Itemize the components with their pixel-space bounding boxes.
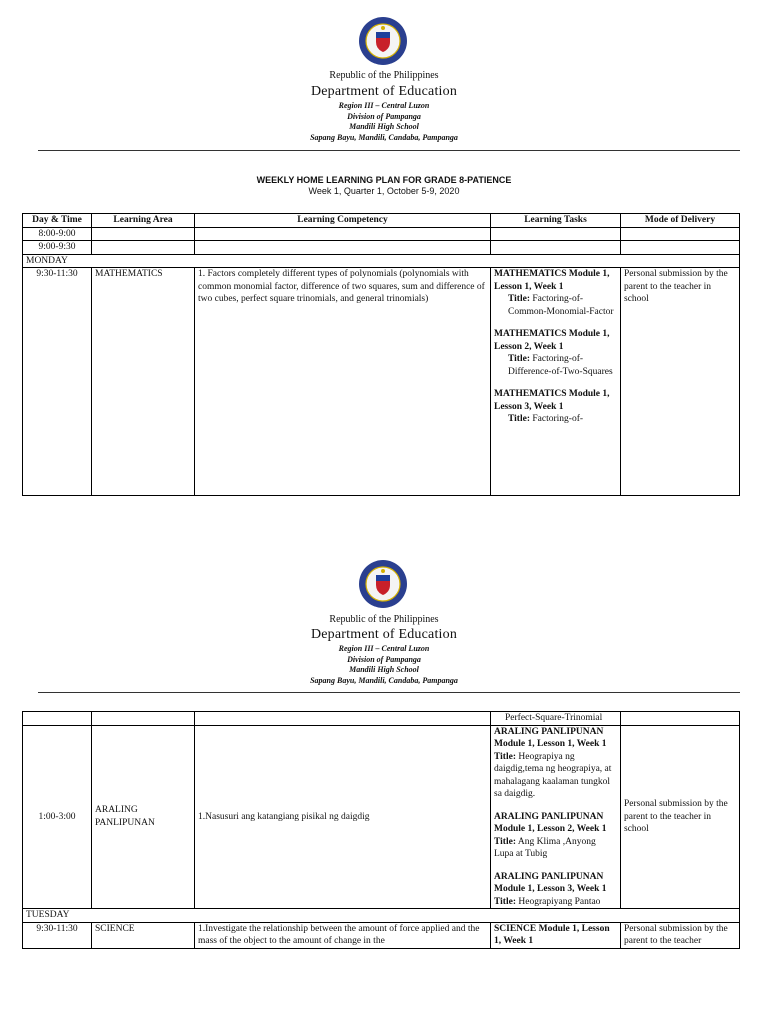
school-address: Sapang Bayu, Mandili, Candaba, Pampanga	[310, 675, 458, 685]
school-name: Mandili High School	[349, 122, 419, 131]
tasks-cell	[491, 268, 621, 496]
col-header-learning-area: Learning Area	[92, 214, 195, 228]
deped-seal-icon	[358, 16, 408, 66]
task-title: Title: Factoring-of-	[508, 414, 584, 424]
plan-title: WEEKLY HOME LEARNING PLAN FOR GRADE 8-PATIENCE	[256, 175, 512, 185]
time-cell: 1:00-3:00	[23, 725, 92, 909]
department-title: Department of Education	[310, 627, 458, 642]
col-header-learning-tasks: Learning Tasks	[491, 214, 621, 228]
learning-plan-table	[22, 213, 740, 496]
deped-seal-icon	[358, 559, 408, 609]
table-row	[23, 725, 740, 909]
col-header-mode-of-delivery: Mode of Delivery	[621, 214, 740, 228]
mode-cell: Personal submission by the parent to the teacher in school	[621, 268, 740, 496]
task-heading: SCIENCE Module 1, Lesson 1, Week 1	[494, 923, 610, 946]
competency-cell: 1.Investigate the relationship between the amount of force applied and the mass of the object to the amount of change in the	[195, 922, 491, 948]
tasks-cell	[491, 922, 621, 948]
day-row	[23, 254, 740, 268]
mode-cell: Personal submission by the parent to the teacher in school	[621, 725, 740, 909]
day-label-monday: MONDAY	[23, 254, 740, 268]
table-row	[23, 712, 740, 726]
task-title: Title: Heograpiyang Pantao	[494, 896, 601, 907]
col-header-day-time: Day & Time	[23, 214, 92, 228]
republic-text: Republic of the Philippines	[329, 614, 439, 625]
learning-area-cell: MATHEMATICS	[92, 268, 195, 496]
table-row	[23, 227, 740, 241]
header-divider	[38, 150, 740, 151]
division-text: Division of Pampanga	[347, 654, 421, 664]
competency-cell: 1.Nasusuri ang katangiang pisikal ng daigdig	[195, 725, 491, 909]
header-divider	[38, 692, 740, 693]
tasks-cell: Perfect-Square-Trinomial	[491, 712, 621, 726]
mode-cell: Personal submission by the parent to the teacher	[621, 922, 740, 948]
division-text: Division of Pampanga	[347, 111, 421, 121]
table-row	[23, 922, 740, 948]
region-text: Region III – Central Luzon	[338, 644, 430, 653]
day-row	[23, 909, 740, 923]
table-row	[23, 241, 740, 255]
task-heading: MATHEMATICS Module 1, Lesson 2, Week 1	[494, 329, 610, 352]
task-title: Title: Factoring-of-Common-Monomial-Factor	[508, 294, 614, 317]
plan-heading	[0, 175, 768, 196]
task-title: Title: Factoring-of-Difference-of-Two-Squares	[508, 354, 613, 377]
task-heading: MATHEMATICS Module 1, Lesson 3, Week 1	[494, 389, 610, 412]
department-title: Department of Education	[310, 84, 458, 99]
task-heading: ARALING PANLIPUNAN Module 1, Lesson 3, Week 1	[494, 871, 607, 894]
learning-area-cell: SCIENCE	[92, 922, 195, 948]
time-cell: 8:00-9:00	[23, 227, 92, 241]
task-title: Title: Heograpiya ng daigdig,tema ng heograpiya, at mahalagang kaalaman tungkol sa daigdig.	[494, 751, 612, 799]
task-heading: MATHEMATICS Module 1, Lesson 1, Week 1	[494, 269, 610, 292]
time-cell: 9:30-11:30	[23, 922, 92, 948]
task-heading: ARALING PANLIPUNAN Module 1, Lesson 1, Week 1	[494, 726, 607, 749]
table-header-row	[23, 214, 740, 228]
col-header-learning-competency: Learning Competency	[195, 214, 491, 228]
region-text: Region III – Central Luzon	[338, 101, 430, 110]
republic-text: Republic of the Philippines	[329, 70, 439, 81]
tasks-cell	[491, 725, 621, 909]
learning-area-cell: ARALING PANLIPUNAN	[92, 725, 195, 909]
learning-plan-table-continued	[22, 711, 740, 949]
school-address: Sapang Bayu, Mandili, Candaba, Pampanga	[310, 132, 458, 142]
time-cell: 9:30-11:30	[23, 268, 92, 496]
task-heading: ARALING PANLIPUNAN Module 1, Lesson 2, Week 1	[494, 811, 607, 834]
table-row	[23, 268, 740, 496]
task-title: Title: Ang Klima ,Anyong Lupa at Tubig	[494, 836, 596, 859]
day-label-tuesday: TUESDAY	[23, 909, 740, 923]
competency-cell: 1. Factors completely different types of polynomials (polynomials with common monomial factor, difference of two squares, sum and difference of two cubes, perfect square trinomials, and general trinomials)	[195, 268, 491, 496]
plan-subtitle: Week 1, Quarter 1, October 5-9, 2020	[308, 186, 460, 196]
school-name: Mandili High School	[349, 665, 419, 674]
time-cell: 9:00-9:30	[23, 241, 92, 255]
